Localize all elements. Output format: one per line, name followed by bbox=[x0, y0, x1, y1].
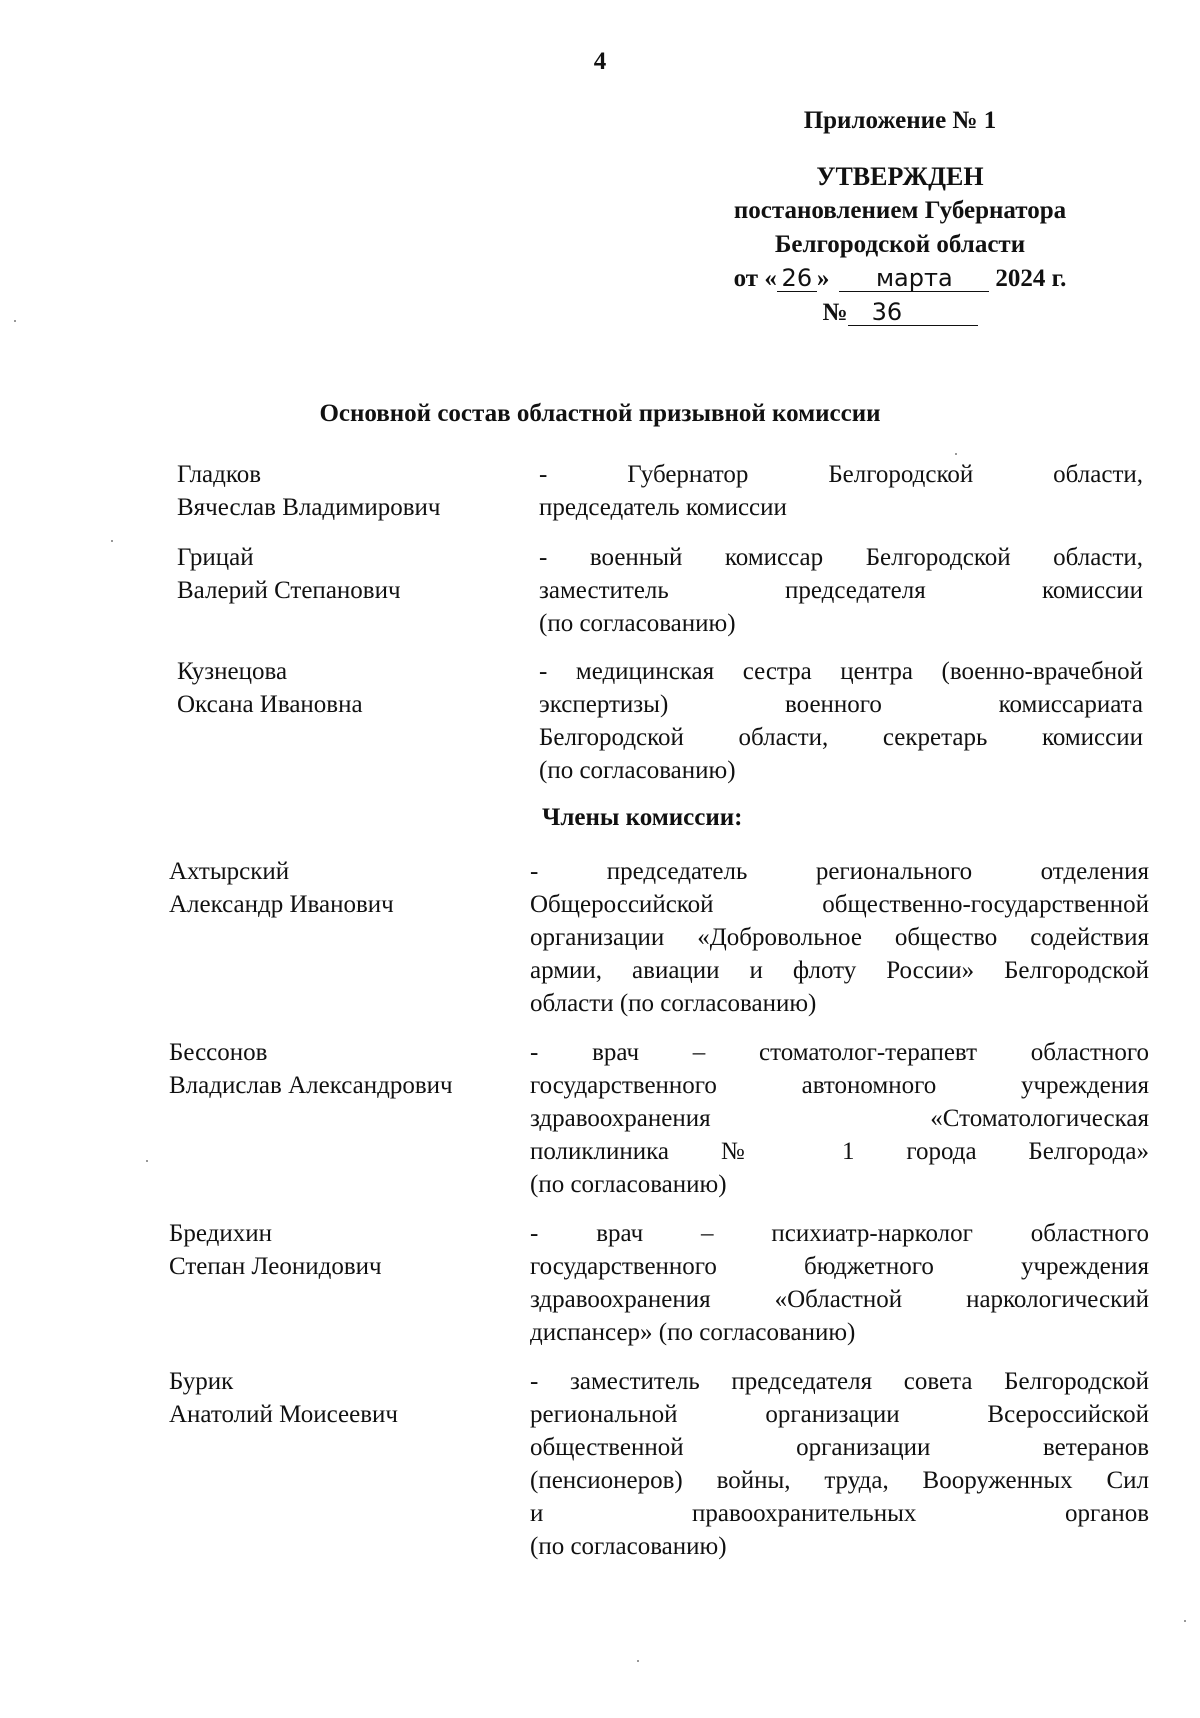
document-title: Основной состав областной призывной комиссии bbox=[319, 400, 881, 427]
page-number: 4 bbox=[593, 48, 607, 75]
role-line: заместитель председателя комиссии bbox=[539, 577, 1143, 604]
person-name bbox=[177, 655, 517, 721]
number-value: 36 bbox=[848, 299, 978, 326]
surname: Гладков bbox=[177, 461, 262, 488]
person-name bbox=[169, 1217, 509, 1283]
scan-speck bbox=[14, 320, 16, 322]
person-role bbox=[530, 1365, 1149, 1563]
given-names: Степан Леонидович bbox=[169, 1253, 382, 1280]
role-line: - председатель регионального отделения bbox=[530, 858, 1149, 885]
person-role bbox=[539, 655, 1143, 787]
approval-date bbox=[690, 262, 1110, 296]
role-line: Белгородской области, секретарь комиссии bbox=[539, 724, 1143, 751]
role-line: области (по согласованию) bbox=[530, 990, 817, 1017]
surname: Бурик bbox=[169, 1368, 234, 1395]
role-line: - медицинская сестра центра (военно-врачебной bbox=[539, 658, 1143, 685]
role-line: председатель комиссии bbox=[539, 494, 787, 521]
role-line: армии, авиации и флоту России» Белгородской bbox=[530, 957, 1149, 984]
role-line: экспертизы) военного комиссариата bbox=[539, 691, 1143, 718]
role-line: - врач – психиатр-нарколог областного bbox=[530, 1220, 1149, 1247]
person-role bbox=[530, 1217, 1149, 1349]
person-role bbox=[539, 541, 1143, 640]
approval-line-2: Белгородской области bbox=[774, 231, 1026, 258]
scan-speck bbox=[146, 1160, 148, 1162]
role-line: государственного автономного учреждения bbox=[530, 1072, 1149, 1099]
role-line: - военный комиссар Белгородской области, bbox=[539, 544, 1143, 571]
role-line: здравоохранения «Стоматологическая bbox=[530, 1105, 1149, 1132]
person-name bbox=[177, 541, 517, 607]
person-role bbox=[530, 855, 1149, 1020]
role-line: (по согласованию) bbox=[530, 1171, 727, 1198]
role-line: (пенсионеров) войны, труда, Вооруженных Сил bbox=[530, 1467, 1149, 1494]
scan-speck bbox=[1184, 1620, 1186, 1622]
role-line: региональной организации Всероссийской bbox=[530, 1401, 1149, 1428]
surname: Ахтырский bbox=[169, 858, 290, 885]
scan-speck bbox=[111, 540, 113, 542]
person-name bbox=[169, 855, 509, 921]
given-names: Александр Иванович bbox=[169, 891, 394, 918]
surname: Кузнецова bbox=[177, 658, 288, 685]
date-month: марта bbox=[839, 265, 989, 292]
date-mid: » bbox=[816, 265, 830, 292]
role-line: поликлиника № 1 города Белгорода» bbox=[530, 1138, 1149, 1165]
given-names: Анатолий Моисеевич bbox=[169, 1401, 398, 1428]
role-line: диспансер» (по согласованию) bbox=[530, 1319, 856, 1346]
approval-line-1: постановлением Губернатора bbox=[733, 197, 1067, 224]
role-line: (по согласованию) bbox=[539, 757, 736, 784]
person-role bbox=[530, 1036, 1149, 1201]
role-line: государственного бюджетного учреждения bbox=[530, 1253, 1149, 1280]
approved-stamp-text: УТВЕРЖДЕН bbox=[816, 162, 984, 191]
number-prefix: № bbox=[822, 299, 848, 326]
scan-speck bbox=[637, 1660, 639, 1662]
scan-speck bbox=[955, 453, 957, 455]
role-line: и правоохранительных органов bbox=[530, 1500, 1149, 1527]
appendix-label: Приложение № 1 bbox=[803, 107, 997, 134]
role-line: общественной организации ветеранов bbox=[530, 1434, 1149, 1461]
given-names: Владислав Александрович bbox=[169, 1072, 453, 1099]
person-role bbox=[539, 458, 1143, 524]
approval-number bbox=[690, 296, 1110, 330]
person-name bbox=[169, 1365, 509, 1431]
date-year: 2024 г. bbox=[995, 265, 1067, 292]
date-day: 26 bbox=[777, 265, 817, 292]
role-line: Общероссийской общественно-государственной bbox=[530, 891, 1149, 918]
members-heading: Члены комиссии: bbox=[542, 804, 743, 831]
date-prefix: от « bbox=[733, 265, 777, 292]
role-line: (по согласованию) bbox=[530, 1533, 727, 1560]
given-names: Оксана Ивановна bbox=[177, 691, 363, 718]
role-line: - Губернатор Белгородской области, bbox=[539, 461, 1143, 488]
person-name bbox=[177, 458, 517, 524]
role-line: - заместитель председателя совета Белгородской bbox=[530, 1368, 1149, 1395]
person-name bbox=[169, 1036, 509, 1102]
surname: Бредихин bbox=[169, 1220, 272, 1247]
given-names: Вячеслав Владимирович bbox=[177, 494, 441, 521]
given-names: Валерий Степанович bbox=[177, 577, 401, 604]
role-line: (по согласованию) bbox=[539, 610, 736, 637]
surname: Бессонов bbox=[169, 1039, 268, 1066]
approval-block bbox=[690, 104, 1110, 330]
role-line: организации «Добровольное общество содействия bbox=[530, 924, 1149, 951]
surname: Грицай bbox=[177, 544, 254, 571]
role-line: здравоохранения «Областной наркологический bbox=[530, 1286, 1149, 1313]
role-line: - врач – стоматолог-терапевт областного bbox=[530, 1039, 1149, 1066]
